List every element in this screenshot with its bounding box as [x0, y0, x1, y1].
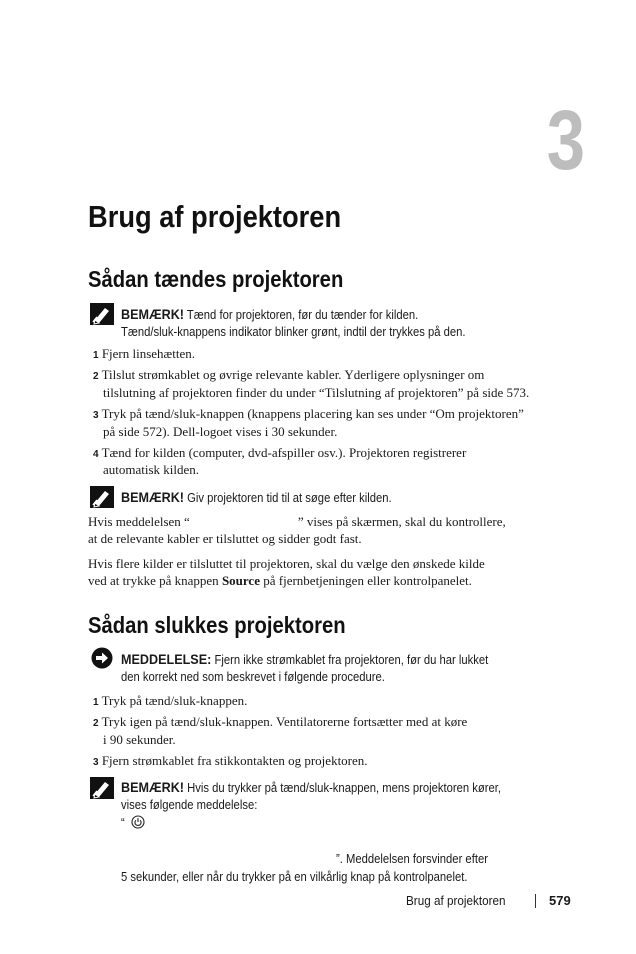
- paragraph-text: Hvis meddelelsen “: [88, 514, 190, 529]
- note-1: [121, 305, 418, 324]
- step-4-line2: automatisk kilden.: [103, 462, 200, 477]
- note-pencil-icon: [90, 486, 114, 508]
- note-label: BEMÆRK!: [121, 306, 184, 322]
- note-label: BEMÆRK!: [121, 779, 184, 795]
- source-button-label: Source: [221, 573, 260, 588]
- note-3-line2: vises følgende meddelelse:: [121, 798, 258, 812]
- step-1: [93, 345, 195, 365]
- note-1-line2: Tænd/sluk-knappens indikator blinker grønt, indtil der trykkes på den.: [121, 325, 466, 339]
- step-number: 4: [93, 449, 99, 460]
- step-text: Tænd for kilden (computer, dvd-afspiller osv.). Projektoren registrerer: [101, 445, 467, 460]
- step-2: [93, 366, 484, 386]
- paragraph-text: ” vises på skærmen, skal du kontrollere,: [297, 514, 506, 529]
- paragraph-text: på fjernbetjeningen eller kontrolpanelet.: [259, 573, 472, 588]
- power-icon: [131, 815, 145, 829]
- section-heading-power-off: Sådan slukkes projektoren: [88, 612, 346, 638]
- note-3-line3: [121, 814, 125, 832]
- note-pencil-icon: [90, 303, 114, 325]
- note-text: Giv projektoren tid til at søge efter kilden.: [187, 491, 392, 505]
- note-text: Tænd for projektoren, før du tænder for kilden.: [186, 308, 419, 322]
- note-3-line4: ”. Meddelelsen forsvinder efter: [336, 852, 488, 866]
- notice-label: MEDDELELSE:: [121, 651, 212, 667]
- step-number: 2: [93, 718, 99, 729]
- notice: [121, 650, 488, 669]
- step-2: [93, 713, 467, 733]
- note-3: [121, 778, 501, 797]
- step-text: Tryk igen på tænd/sluk-knappen. Ventilatorerne fortsætter med at køre: [101, 714, 468, 729]
- paragraph-1: [88, 513, 506, 531]
- step-number: 3: [93, 757, 99, 768]
- step-1: [93, 692, 247, 712]
- step-text: Fjern strømkablet fra stikkontakten og projektoren.: [101, 753, 368, 768]
- paragraph-text: ved at trykke på knappen: [88, 573, 222, 588]
- note-label: BEMÆRK!: [121, 489, 184, 505]
- chapter-title: Brug af projektoren: [88, 199, 342, 234]
- step-text: Fjern linsehætten.: [101, 346, 195, 361]
- step-text: Tilslut strømkablet og øvrige relevante kabler. Yderligere oplysninger om: [101, 367, 485, 382]
- note-3-line5: 5 sekunder, eller når du trykker på en vilkårlig knap på kontrolpanelet.: [121, 870, 468, 884]
- step-3-line2: på side 572). Dell-logoet vises i 30 sekunder.: [103, 424, 338, 439]
- step-3: [93, 752, 368, 772]
- step-number: 1: [93, 350, 99, 361]
- footer-divider: [535, 894, 536, 908]
- step-2-line2: tilslutning af projektoren finder du under “Tilslutning af projektoren” på side 573.: [103, 385, 530, 400]
- paragraph-2-line2: [88, 572, 472, 590]
- footer-title: Brug af projektoren: [406, 893, 506, 908]
- quote-mark: “: [121, 816, 125, 830]
- page-number: 579: [549, 893, 571, 908]
- section-heading-power-on: Sådan tændes projektoren: [88, 266, 344, 292]
- step-number: 3: [93, 410, 99, 421]
- note-pencil-icon: [90, 777, 114, 799]
- step-number: 1: [93, 697, 99, 708]
- step-2-line2: i 90 sekunder.: [103, 732, 176, 747]
- step-text: Tryk på tænd/sluk-knappen (knappens placering kan ses under “Om projektoren”: [101, 406, 524, 421]
- note-2: [121, 488, 392, 507]
- notice-text: Fjern ikke strømkablet fra projektoren, før du har lukket: [214, 653, 489, 667]
- step-3: [93, 405, 524, 425]
- note-text: Hvis du trykker på tænd/sluk-knappen, mens projektoren kører,: [187, 781, 502, 795]
- paragraph-1-line2: at de relevante kabler er tilsluttet og sidder godt fast.: [88, 531, 362, 546]
- paragraph-2: Hvis flere kilder er tilsluttet til projektoren, skal du vælge den ønskede kilde: [88, 556, 485, 571]
- step-number: 2: [93, 371, 99, 382]
- notice-line2: den korrekt ned som beskrevet i følgende procedure.: [121, 670, 385, 684]
- step-text: Tryk på tænd/sluk-knappen.: [101, 693, 248, 708]
- notice-arrow-icon: [90, 647, 114, 669]
- chapter-number: 3: [546, 93, 585, 187]
